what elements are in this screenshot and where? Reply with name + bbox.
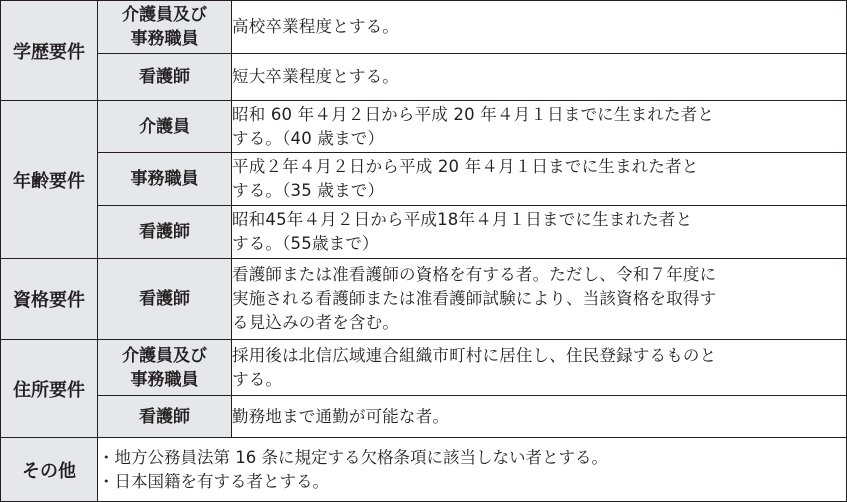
content-line: 採用後は北信広域連合組織市町村に居住し、住民登録するものと <box>232 345 717 365</box>
content-line: する。（35 歳まで） <box>232 181 385 200</box>
content-line: する。（55歳まで） <box>232 234 379 253</box>
subcategory-cell <box>98 54 232 101</box>
content-line: ・地方公務員法第 16 条に規定する欠格条項に該当しない者とする。 <box>98 447 608 467</box>
category-residence: 住所要件 <box>1 340 98 438</box>
table-row <box>1 101 847 153</box>
table-row <box>1 54 847 101</box>
requirement-content <box>232 259 847 340</box>
table-row <box>1 206 847 259</box>
requirement-content <box>232 54 847 101</box>
content-line: ・日本国籍を有する者とする。 <box>98 471 329 491</box>
subcategory-line: 介護員及び <box>122 5 207 25</box>
subcategory-line: 看護師 <box>139 406 190 427</box>
content-line: 昭和 60 年４月２日から平成 20 年４月１日までに生まれた者と <box>232 104 715 124</box>
content-line: 昭和45年４月２日から平成18年４月１日までに生まれた者と <box>232 210 693 229</box>
subcategory-line: 看護師 <box>139 289 190 309</box>
requirement-content <box>232 206 847 259</box>
subcategory-line: 看護師 <box>139 222 190 242</box>
content-line: する。 <box>232 369 283 389</box>
content-line: する。（40 歳まで） <box>232 128 385 148</box>
category-education: 学歴要件 <box>1 1 98 101</box>
requirement-content <box>232 340 847 396</box>
subcategory-cell <box>98 396 232 438</box>
subcategory-cell <box>98 101 232 153</box>
table-row <box>1 340 847 396</box>
requirement-content <box>232 101 847 153</box>
table-row <box>1 396 847 438</box>
table-row <box>1 259 847 340</box>
subcategory-line: 事務職員 <box>130 369 199 390</box>
requirement-content <box>232 153 847 206</box>
other-content <box>98 438 847 502</box>
content-line: る見込みの者を含む。 <box>232 313 399 332</box>
content-line: 実施される看護師または准看護師試験により、当該資格を取得す <box>232 289 717 308</box>
content-line: 短大卒業程度とする。 <box>232 67 399 86</box>
subcategory-cell <box>98 340 232 396</box>
content-line: 勤務地まで通勤が可能な者。 <box>232 406 450 426</box>
table-row <box>1 438 847 502</box>
subcategory-cell <box>98 153 232 206</box>
requirement-content <box>232 396 847 438</box>
subcategory-cell <box>98 259 232 340</box>
subcategory-cell <box>98 1 232 54</box>
content-line: 平成２年４月２日から平成 20 年４月１日までに生まれた者と <box>232 157 699 176</box>
subcategory-line: 看護師 <box>139 67 190 87</box>
category-qualification: 資格要件 <box>1 259 98 340</box>
subcategory-line: 事務職員 <box>130 169 199 189</box>
table-row <box>1 153 847 206</box>
category-age: 年齢要件 <box>1 101 98 259</box>
content-line: 看護師または准看護師の資格を有する者。ただし、令和７年度に <box>232 265 717 284</box>
requirement-content <box>232 1 847 54</box>
category-other: その他 <box>1 438 98 502</box>
subcategory-line: 介護員及び <box>122 345 207 366</box>
subcategory-line: 介護員 <box>139 116 190 137</box>
subcategory-cell <box>98 206 232 259</box>
subcategory-line: 事務職員 <box>130 29 199 49</box>
content-line: 高校卒業程度とする。 <box>232 17 399 36</box>
table-row <box>1 1 847 54</box>
